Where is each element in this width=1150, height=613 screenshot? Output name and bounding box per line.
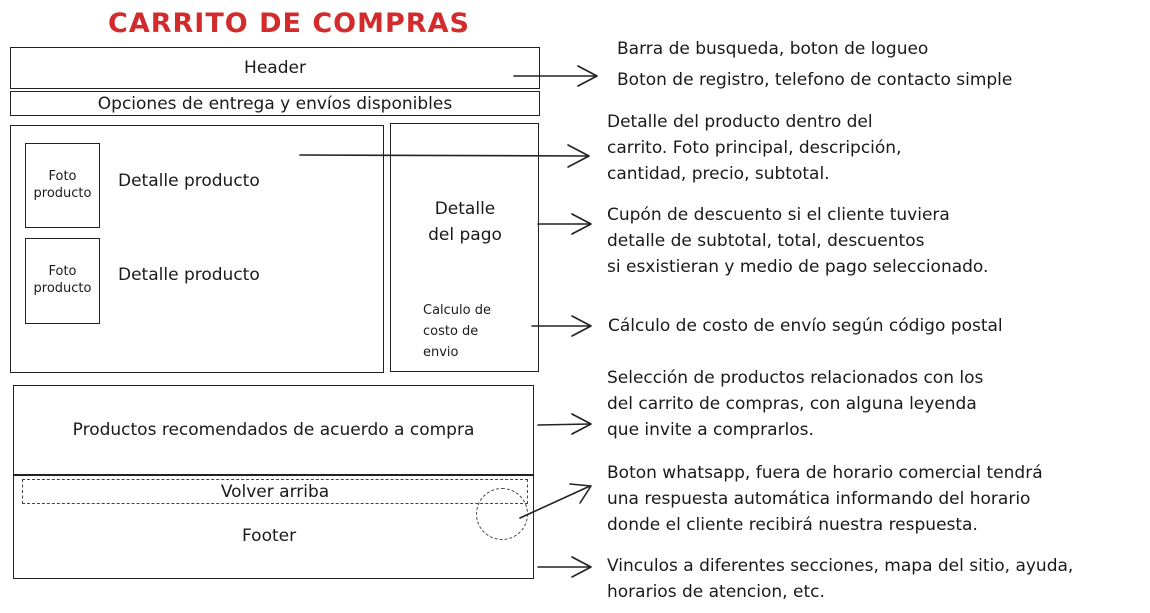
note-header bbox=[617, 34, 1012, 96]
note-line: horarios de atencion, etc. bbox=[607, 582, 825, 602]
note-whatsapp bbox=[607, 460, 1043, 538]
note-line: donde el cliente recibirá nuestra respuesta. bbox=[607, 515, 978, 535]
delivery-options-label: Opciones de entrega y envíos disponibles bbox=[97, 93, 453, 114]
header-label: Header bbox=[244, 58, 306, 78]
payment-line1: Detalle bbox=[434, 199, 496, 219]
arrow-payment bbox=[538, 214, 591, 234]
footer-label: Footer bbox=[242, 526, 297, 546]
page-title: CARRITO DE COMPRAS bbox=[108, 8, 470, 39]
shipping-line1: Calculo de bbox=[423, 303, 491, 318]
product-detail-2: Detalle producto bbox=[118, 265, 260, 285]
back-to-top-label: Volver arriba bbox=[220, 481, 330, 502]
product-photo-2-line1: Foto bbox=[48, 264, 77, 280]
note-line: Cupón de descuento si el cliente tuviera bbox=[607, 205, 950, 225]
note-line: carrito. Foto principal, descripción, bbox=[607, 138, 902, 158]
note-shipping bbox=[608, 313, 1003, 339]
note-line: Detalle del producto dentro del bbox=[607, 112, 873, 132]
note-line: Boton whatsapp, fuera de horario comercial tendrá bbox=[607, 463, 1043, 483]
payment-line2: del pago bbox=[428, 225, 502, 245]
product-photo-2-line2: producto bbox=[33, 281, 92, 296]
note-payment bbox=[607, 202, 988, 280]
product-detail-1: Detalle producto bbox=[118, 171, 260, 191]
payment-label bbox=[395, 196, 535, 248]
whatsapp-button-placeholder[interactable] bbox=[476, 488, 528, 540]
note-line: Boton de registro, telefono de contacto simple bbox=[617, 70, 1013, 90]
header-box bbox=[10, 47, 540, 89]
note-line: Barra de busqueda, boton de logueo bbox=[617, 39, 929, 59]
note-line: cantidad, precio, subtotal. bbox=[607, 164, 830, 184]
back-to-top-button[interactable] bbox=[22, 479, 528, 504]
recommended-box bbox=[13, 385, 534, 475]
note-line: una respuesta automática informando del horario bbox=[607, 489, 1031, 509]
recommended-label: Productos recomendados de acuerdo a compra bbox=[72, 420, 475, 440]
product-photo-2 bbox=[25, 238, 100, 324]
note-line: Vinculos a diferentes secciones, mapa del sitio, ayuda, bbox=[607, 556, 1074, 576]
shipping-line3: envio bbox=[423, 345, 459, 360]
delivery-options-box bbox=[10, 91, 540, 116]
arrow-shipping bbox=[532, 316, 591, 336]
product-photo-1-line1: Foto bbox=[48, 168, 77, 184]
shipping-calc-label bbox=[405, 300, 525, 363]
note-line: Selección de productos relacionados con los bbox=[607, 368, 984, 388]
note-product-detail bbox=[607, 109, 901, 187]
shipping-line2: costo de bbox=[423, 324, 479, 339]
note-recommended bbox=[607, 365, 983, 443]
arrow-footer bbox=[538, 557, 591, 577]
note-line: Cálculo de costo de envío según código postal bbox=[608, 316, 1003, 336]
product-photo-1-line2: producto bbox=[33, 185, 92, 201]
note-line: que invite a comprarlos. bbox=[607, 420, 814, 440]
product-photo-1 bbox=[25, 143, 100, 228]
note-line: si esxistieran y medio de pago seleccionado. bbox=[607, 257, 989, 277]
note-footer bbox=[607, 553, 1073, 605]
arrow-recommended bbox=[538, 414, 591, 434]
note-line: del carrito de compras, con alguna leyenda bbox=[607, 394, 977, 414]
note-line: detalle de subtotal, total, descuentos bbox=[607, 231, 925, 251]
